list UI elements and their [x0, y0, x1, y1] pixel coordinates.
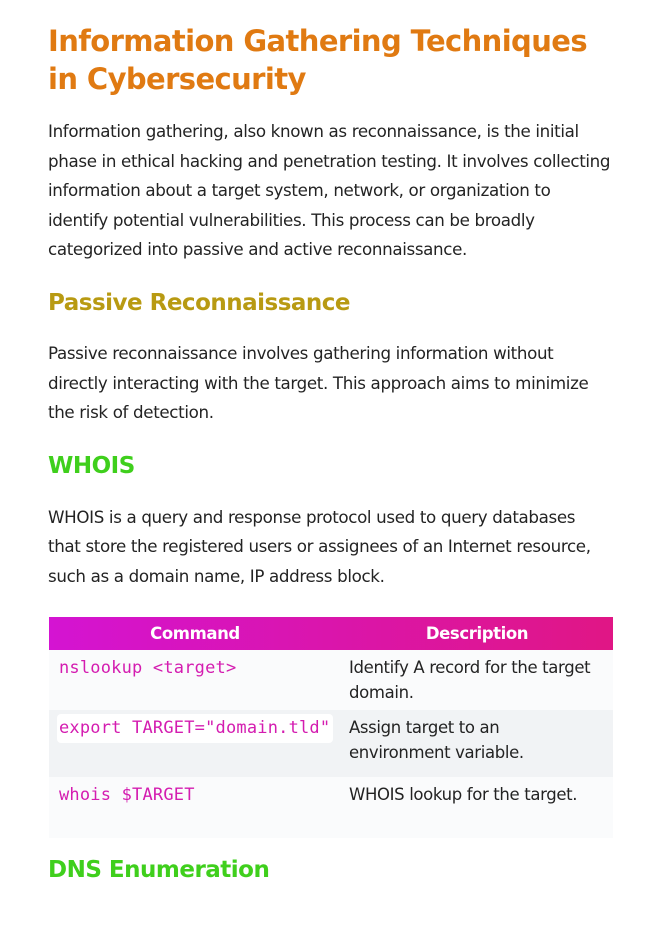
code-snippet: export TARGET="domain.tld"	[57, 714, 333, 743]
description-cell: Identify A record for the target domain.	[349, 657, 591, 702]
passive-reconnaissance-heading: Passive Reconnaissance	[48, 289, 351, 316]
page-title: Information Gathering Techniques in Cybersecurity	[48, 24, 587, 96]
whois-heading: WHOIS	[48, 452, 135, 479]
article	[0, 22, 651, 885]
command-cell	[49, 710, 341, 777]
command-cell: nslookup <target>	[59, 657, 237, 678]
command-cell: whois $TARGET	[59, 784, 195, 805]
table-row	[49, 777, 613, 838]
whois-command-table	[49, 617, 613, 838]
description-cell: Assign target to an environment variable.	[349, 717, 524, 762]
table-header-row	[49, 617, 613, 650]
table-row	[49, 650, 613, 710]
dns-enumeration-heading: DNS Enumeration	[48, 856, 270, 883]
column-header-description: Description	[425, 623, 529, 643]
table-row	[49, 710, 613, 777]
intro-paragraph: Information gathering, also known as reconnaissance, is the initial phase in ethical hacking and penetration testing. It involves collecting information about a target system, network, or organization to identify potential vulnerabilities. This process can be broadly categorized into passive and active reconnaissance.	[48, 121, 611, 260]
passive-reconnaissance-paragraph: Passive reconnaissance involves gathering information without directly interacting with the target. This approach aims to minimize the risk of detection.	[48, 342, 589, 423]
description-cell: WHOIS lookup for the target.	[349, 784, 578, 804]
whois-paragraph: WHOIS is a query and response protocol used to query databases that store the registered users or assignees of an Internet resource, such as a domain name, IP address block.	[48, 506, 591, 586]
column-header-command: Command	[150, 623, 240, 643]
